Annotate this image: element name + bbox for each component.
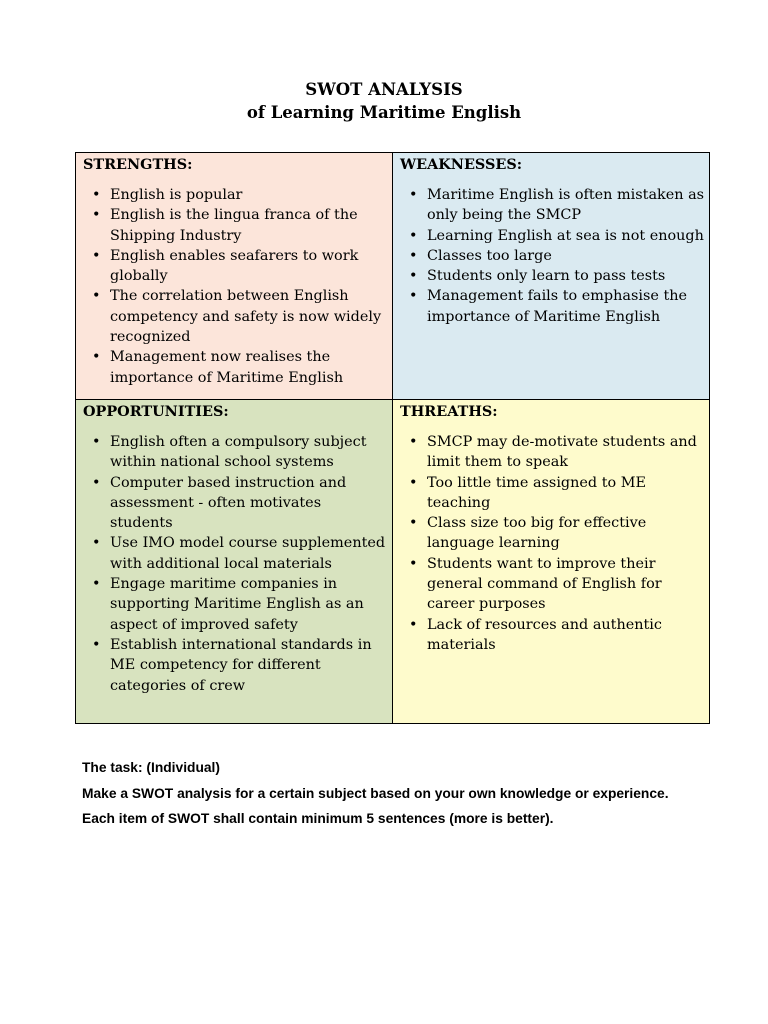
- opportunities-item-text: Computer based instruction and assessment - often motivates students: [110, 474, 347, 532]
- threats-quadrant: [393, 400, 709, 723]
- threats-item: [400, 432, 705, 473]
- strengths-item: [83, 246, 388, 287]
- threats-item: [400, 473, 705, 514]
- task-section: [82, 755, 702, 832]
- bullet-icon: •: [92, 288, 101, 305]
- opportunities-item-text: Use IMO model course supplemented with additional local materials: [110, 535, 386, 572]
- task-text: Make a SWOT analysis for a certain subject based on your own knowledge or experience. Each item of SWOT shall contain minimum 5 sentences (more is better).: [82, 785, 669, 826]
- weaknesses-heading: WEAKNESSES:: [400, 156, 523, 173]
- weaknesses-item-text: Management fails to emphasise the importance of Maritime English: [427, 288, 688, 325]
- threats-item: [400, 615, 705, 656]
- bullet-icon: •: [409, 187, 418, 203]
- bullet-icon: •: [409, 616, 418, 633]
- threats-item: [400, 513, 705, 554]
- bullet-icon: •: [92, 576, 101, 593]
- bullet-icon: •: [409, 434, 418, 450]
- weaknesses-item: [400, 226, 705, 246]
- threats-item: [400, 554, 705, 615]
- opportunities-item: [83, 473, 388, 534]
- weaknesses-item-text: Students only learn to pass tests: [427, 268, 666, 285]
- document-title: [0, 78, 768, 124]
- strengths-list: [83, 185, 388, 388]
- strengths-item: [83, 185, 388, 205]
- weaknesses-quadrant: [393, 153, 709, 400]
- bullet-icon: •: [92, 535, 101, 552]
- opportunities-item-text: Engage maritime companies in supporting Maritime English as an aspect of improved safety: [110, 576, 364, 633]
- strengths-item: [83, 205, 388, 246]
- strengths-item: [83, 286, 388, 347]
- threats-item-text: Too little time assigned to ME teaching: [427, 474, 646, 511]
- bullet-icon: •: [409, 247, 418, 264]
- opportunities-item: [83, 574, 388, 635]
- threats-item-text: Students want to improve their general command of English for career purposes: [427, 555, 662, 613]
- task-heading: The task: (Individual): [82, 760, 220, 775]
- opportunities-item-text: English often a compulsory subject within national school systems: [110, 434, 367, 471]
- bullet-icon: •: [409, 474, 418, 491]
- threats-item-text: Lack of resources and authentic materials: [427, 616, 662, 653]
- bullet-icon: •: [92, 349, 101, 366]
- opportunities-quadrant: [76, 400, 393, 723]
- strengths-item-text: English is the lingua franca of the Shipping Industry: [110, 207, 358, 244]
- bullet-icon: •: [92, 247, 101, 264]
- bullet-icon: •: [92, 187, 101, 203]
- bullet-icon: •: [409, 227, 418, 244]
- strengths-item-text: The correlation between English competency and safety is now widely recognized: [110, 288, 382, 346]
- weaknesses-item-text: Classes too large: [427, 247, 552, 264]
- weaknesses-item: [400, 286, 705, 327]
- strengths-heading: STRENGTHS:: [83, 156, 193, 173]
- strengths-quadrant: [76, 153, 393, 400]
- bullet-icon: •: [409, 555, 418, 572]
- opportunities-item-text: Establish international standards in ME competency for different categories of crew: [110, 636, 372, 694]
- threats-item-text: SMCP may de-motivate students and limit them to speak: [427, 434, 697, 471]
- bullet-icon: •: [92, 474, 101, 491]
- bullet-icon: •: [92, 636, 101, 653]
- swot-table: [75, 152, 710, 724]
- threats-heading: THREATHS:: [400, 403, 498, 420]
- threats-item-text: Class size too big for effective language learning: [427, 515, 647, 552]
- opportunities-item: [83, 635, 388, 696]
- bullet-icon: •: [409, 268, 418, 285]
- opportunities-item: [83, 432, 388, 473]
- title-line-2: of Learning Maritime English: [246, 103, 522, 122]
- weaknesses-list: [400, 185, 705, 327]
- weaknesses-item: [400, 266, 705, 286]
- strengths-item-text: English is popular: [110, 187, 243, 203]
- opportunities-item: [83, 533, 388, 574]
- threats-list: [400, 432, 705, 655]
- bullet-icon: •: [409, 288, 418, 305]
- bullet-icon: •: [409, 515, 418, 532]
- opportunities-list: [83, 432, 388, 696]
- bullet-icon: •: [92, 207, 101, 224]
- strengths-item-text: Management now realises the importance of Maritime English: [110, 349, 344, 386]
- title-line-1: SWOT ANALYSIS: [305, 80, 463, 99]
- weaknesses-item: [400, 246, 705, 266]
- weaknesses-item-text: Maritime English is often mistaken as only being the SMCP: [427, 187, 705, 224]
- weaknesses-item-text: Learning English at sea is not enough: [427, 227, 704, 244]
- strengths-item-text: English enables seafarers to work globally: [110, 247, 359, 285]
- opportunities-heading: OPPORTUNITIES:: [83, 403, 229, 420]
- bullet-icon: •: [92, 434, 101, 450]
- strengths-item: [83, 347, 388, 388]
- weaknesses-item: [400, 185, 705, 226]
